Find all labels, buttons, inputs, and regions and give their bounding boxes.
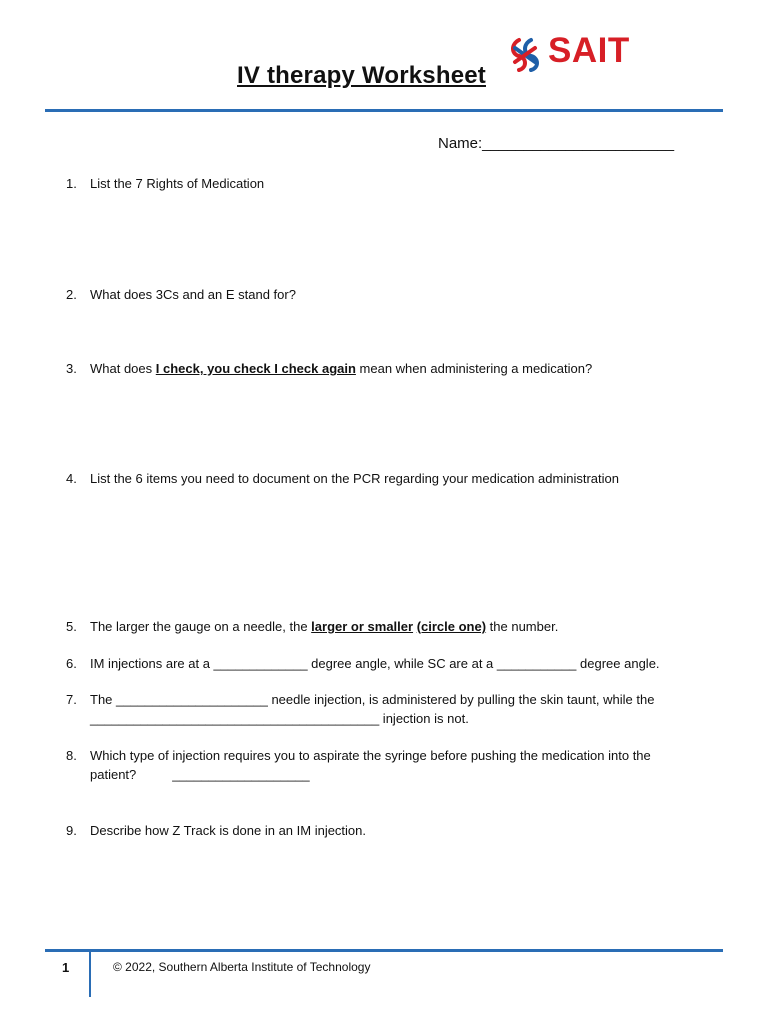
copyright-notice: © 2022, Southern Alberta Institute of Technology	[113, 960, 371, 974]
question-text: List the 7 Rights of Medication	[90, 176, 265, 191]
question-text-part: mean when administering a medication?	[355, 361, 593, 376]
question-text	[90, 690, 702, 728]
question-number: 1.	[66, 176, 77, 191]
emphasis-phrase: larger or smaller	[311, 619, 414, 634]
name-field: Name:_______________________	[438, 135, 675, 152]
question-number: 8.	[66, 748, 77, 763]
question-line: Which type of injection requires you to aspirate the syringe before pushing the medication into the	[90, 748, 651, 763]
emphasis-phrase: (circle one)	[416, 619, 487, 634]
footer-divider	[45, 949, 723, 952]
sait-logo-mark-icon	[509, 34, 549, 74]
question-line: The _____________________ needle injection, is administered by pulling the skin taunt, while the	[90, 692, 655, 707]
logo-wordmark: SAIT	[548, 31, 630, 70]
question-number: 4.	[66, 471, 77, 486]
question-line	[90, 765, 702, 784]
question-text: List the 6 items you need to document on the PCR regarding your medication administration	[90, 471, 619, 486]
question-number: 3.	[66, 361, 77, 376]
question-text	[90, 359, 702, 378]
page-number: 1	[62, 960, 70, 975]
sait-logo	[509, 31, 639, 74]
question-text	[90, 617, 702, 636]
question-number: 7.	[66, 692, 77, 707]
question-number: 6.	[66, 656, 77, 671]
question-text: Describe how Z Track is done in an IM injection.	[90, 823, 367, 838]
question-text	[90, 746, 702, 784]
document-title: IV therapy Worksheet	[237, 62, 486, 89]
question-text-part: What does	[90, 361, 156, 376]
question-number: 9.	[66, 823, 77, 838]
question-text: IM injections are at a _____________ degree angle, while SC are at a ___________ degree angle.	[90, 656, 660, 671]
question-text-part: patient?	[90, 767, 137, 782]
footer-vertical-rule	[89, 950, 91, 997]
question-text-part: the number.	[486, 619, 559, 634]
emphasis-phrase: I check, you check I check again	[155, 361, 356, 376]
question-text-part: The larger the gauge on a needle, the	[90, 619, 312, 634]
question-number: 2.	[66, 287, 77, 302]
question-number: 5.	[66, 619, 77, 634]
question-text: What does 3Cs and an E stand for?	[90, 287, 296, 302]
answer-blank: ___________________	[172, 767, 310, 782]
question-line: ________________________________________ injection is not.	[90, 711, 469, 726]
header-divider	[45, 109, 723, 112]
